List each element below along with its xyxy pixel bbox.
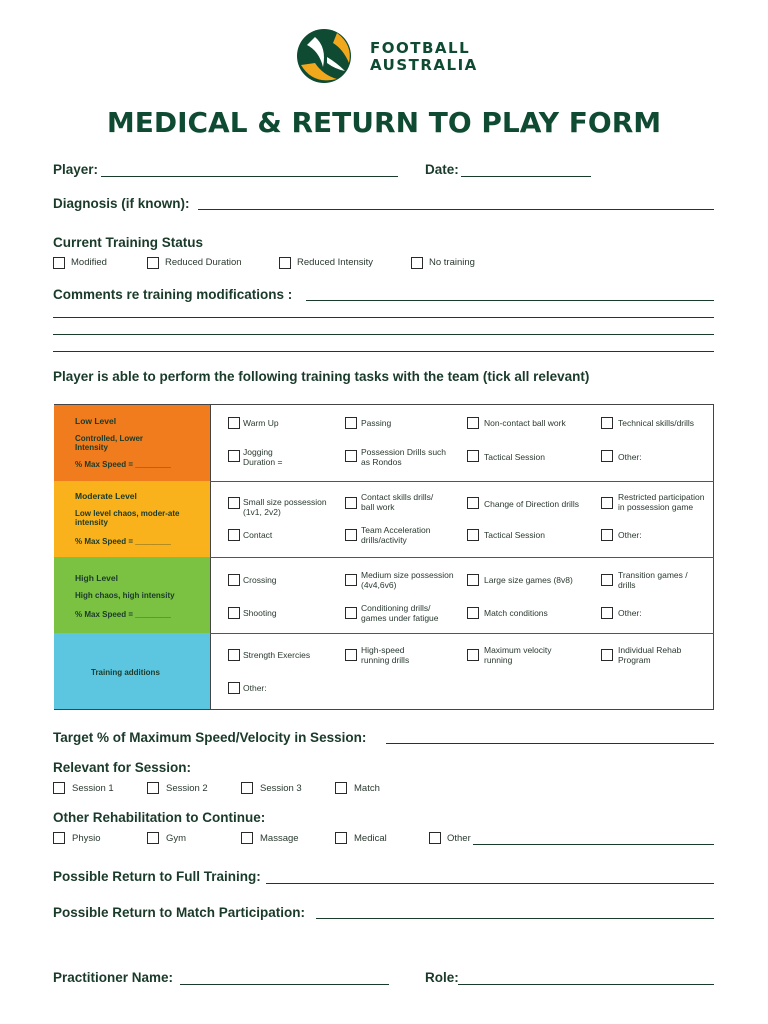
high-level-speed: % Max Speed = ________ [75, 610, 171, 619]
checkbox-medium-possession[interactable] [345, 574, 357, 586]
option-other-low: Other: [618, 452, 642, 462]
checkbox-crossing[interactable] [228, 574, 240, 586]
rehab-other-field[interactable] [473, 844, 714, 845]
checkbox[interactable] [147, 257, 159, 269]
moderate-level-subtitle: Low level chaos, moder-ate intensity [75, 509, 180, 527]
option-large-games: Large size games (8v8) [484, 575, 573, 585]
high-level-subtitle: High chaos, high intensity [75, 591, 175, 600]
checkbox[interactable] [53, 257, 65, 269]
practitioner-field[interactable] [180, 984, 389, 985]
checkbox-technical[interactable] [601, 417, 613, 429]
target-speed-label: Target % of Maximum Speed/Velocity in Session: [53, 730, 367, 745]
option-contact: Contact [243, 530, 273, 540]
checkbox[interactable] [335, 832, 347, 844]
football-australia-logo [293, 27, 355, 85]
option-tactical-moderate: Tactical Session [484, 530, 545, 540]
checkbox[interactable] [335, 782, 347, 794]
rehab-option-label: Other [447, 833, 471, 844]
checkbox[interactable] [147, 782, 159, 794]
checkbox[interactable] [241, 782, 253, 794]
checkbox-restricted[interactable] [601, 497, 613, 509]
option-team-acceleration: Team Acceleration drills/activity [361, 525, 431, 545]
checkbox[interactable] [241, 832, 253, 844]
option-restricted: Restricted participation in possession game [618, 492, 705, 512]
rehab-heading: Other Rehabilitation to Continue: [53, 810, 266, 825]
checkbox-other-additions[interactable] [228, 682, 240, 694]
checkbox-small-possession[interactable] [228, 497, 240, 509]
option-change-direction: Change of Direction drills [484, 499, 579, 509]
option-match-conditions: Match conditions [484, 608, 548, 618]
option-small-possession: Small size possession (1v1, 2v2) [243, 497, 327, 517]
option-transition: Transition games / drills [618, 570, 688, 590]
status-option-label: Modified [71, 257, 107, 268]
player-label: Player: [53, 162, 99, 177]
option-max-velocity: Maximum velocity running [484, 645, 552, 665]
logo-emblem-icon [293, 27, 355, 85]
checkbox[interactable] [411, 257, 423, 269]
rehab-option-label: Gym [166, 833, 187, 844]
brand-line-1: FOOTBALL [370, 39, 471, 57]
option-other-high: Other: [618, 608, 642, 618]
diagnosis-field[interactable] [198, 209, 714, 210]
option-warm-up: Warm Up [243, 418, 279, 428]
moderate-level-title: Moderate Level [75, 491, 137, 501]
low-level-title: Low Level [75, 416, 117, 426]
checkbox-conditioning[interactable] [345, 607, 357, 619]
return-training-label: Possible Return to Full Training: [53, 869, 261, 884]
moderate-level-speed: % Max Speed = ________ [75, 537, 171, 546]
role-label: Role: [425, 970, 459, 985]
checkbox[interactable] [147, 832, 159, 844]
checkbox-contact[interactable] [228, 529, 240, 541]
checkbox-high-speed[interactable] [345, 649, 357, 661]
option-jogging: Jogging Duration = [243, 447, 283, 467]
checkbox-tactical-moderate[interactable] [467, 529, 479, 541]
option-individual-rehab: Individual Rehab Program [618, 645, 682, 665]
session-option-label: Session 1 [72, 783, 114, 794]
checkbox[interactable] [53, 782, 65, 794]
comments-label: Comments re training modifications : [53, 287, 293, 302]
option-passing: Passing [361, 418, 392, 428]
checkbox[interactable] [53, 832, 65, 844]
checkbox[interactable] [279, 257, 291, 269]
checkbox-passing[interactable] [345, 417, 357, 429]
low-level-speed: % Max Speed = ________ [75, 460, 171, 469]
checkbox-other-high[interactable] [601, 607, 613, 619]
checkbox-large-games[interactable] [467, 574, 479, 586]
checkbox-shooting[interactable] [228, 607, 240, 619]
brand-line-2: AUSTRALIA [370, 56, 478, 74]
rehab-option-label: Physio [72, 833, 101, 844]
comments-field-2[interactable] [53, 317, 714, 318]
option-shooting: Shooting [243, 608, 277, 618]
return-match-label: Possible Return to Match Participation: [53, 905, 306, 920]
status-option-label: No training [429, 257, 475, 268]
checkbox-non-contact[interactable] [467, 417, 479, 429]
checkbox[interactable] [429, 832, 441, 844]
date-field[interactable] [461, 176, 591, 177]
date-label: Date: [425, 162, 459, 177]
option-crossing: Crossing [243, 575, 277, 585]
return-match-field[interactable] [316, 918, 714, 919]
page-title: MEDICAL & RETURN TO PLAY FORM [106, 106, 662, 139]
checkbox-jogging[interactable] [228, 450, 240, 462]
checkbox-contact-skills[interactable] [345, 497, 357, 509]
session-option-label: Session 3 [260, 783, 302, 794]
checkbox-other-moderate[interactable] [601, 529, 613, 541]
checkbox-strength[interactable] [228, 649, 240, 661]
rehab-option-label: Medical [354, 833, 387, 844]
checkbox-change-direction[interactable] [467, 497, 479, 509]
checkbox-team-acceleration[interactable] [345, 529, 357, 541]
status-option-label: Reduced Duration [165, 257, 242, 268]
option-non-contact: Non-contact ball work [484, 418, 566, 428]
player-field[interactable] [101, 176, 398, 177]
training-status-heading: Current Training Status [53, 235, 204, 250]
training-additions-title: Training additions [91, 668, 160, 677]
option-high-speed: High-speed running drills [361, 645, 410, 665]
session-heading: Relevant for Session: [53, 760, 192, 775]
checkbox-other-low[interactable] [601, 450, 613, 462]
option-other-moderate: Other: [618, 530, 642, 540]
low-level-subtitle: Controlled, Lower Intensity [75, 434, 143, 452]
comments-field-1[interactable] [306, 300, 714, 301]
option-conditioning: Conditioning drills/ games under fatigue [361, 603, 439, 623]
checkbox-individual-rehab[interactable] [601, 649, 613, 661]
option-contact-skills: Contact skills drills/ ball work [361, 492, 434, 512]
option-other-additions: Other: [243, 683, 267, 693]
diagnosis-label: Diagnosis (if known): [53, 196, 190, 211]
session-option-label: Match [354, 783, 380, 794]
session-option-label: Session 2 [166, 783, 208, 794]
practitioner-label: Practitioner Name: [53, 970, 174, 985]
tasks-heading: Player is able to perform the following training tasks with the team (tick all relevant) [53, 369, 590, 384]
option-strength: Strength Exercies [243, 650, 311, 660]
return-training-field[interactable] [266, 883, 714, 884]
checkbox-warm-up[interactable] [228, 417, 240, 429]
rehab-option-label: Massage [260, 833, 299, 844]
high-level-title: High Level [75, 573, 118, 583]
comments-field-3[interactable] [53, 334, 714, 335]
target-speed-field[interactable] [386, 743, 714, 744]
role-field[interactable] [458, 984, 714, 985]
checkbox-transition[interactable] [601, 574, 613, 586]
option-rondos: Possession Drills such as Rondos [361, 447, 447, 467]
option-tactical-low: Tactical Session [484, 452, 545, 462]
checkbox-match-conditions[interactable] [467, 607, 479, 619]
checkbox-rondos[interactable] [345, 450, 357, 462]
status-option-label: Reduced Intensity [297, 257, 374, 268]
checkbox-tactical-low[interactable] [467, 450, 479, 462]
option-technical: Technical skills/drills [618, 418, 695, 428]
option-medium-possession: Medium size possession (4v4,6v6) [361, 570, 454, 590]
comments-field-4[interactable] [53, 351, 714, 352]
checkbox-max-velocity[interactable] [467, 649, 479, 661]
